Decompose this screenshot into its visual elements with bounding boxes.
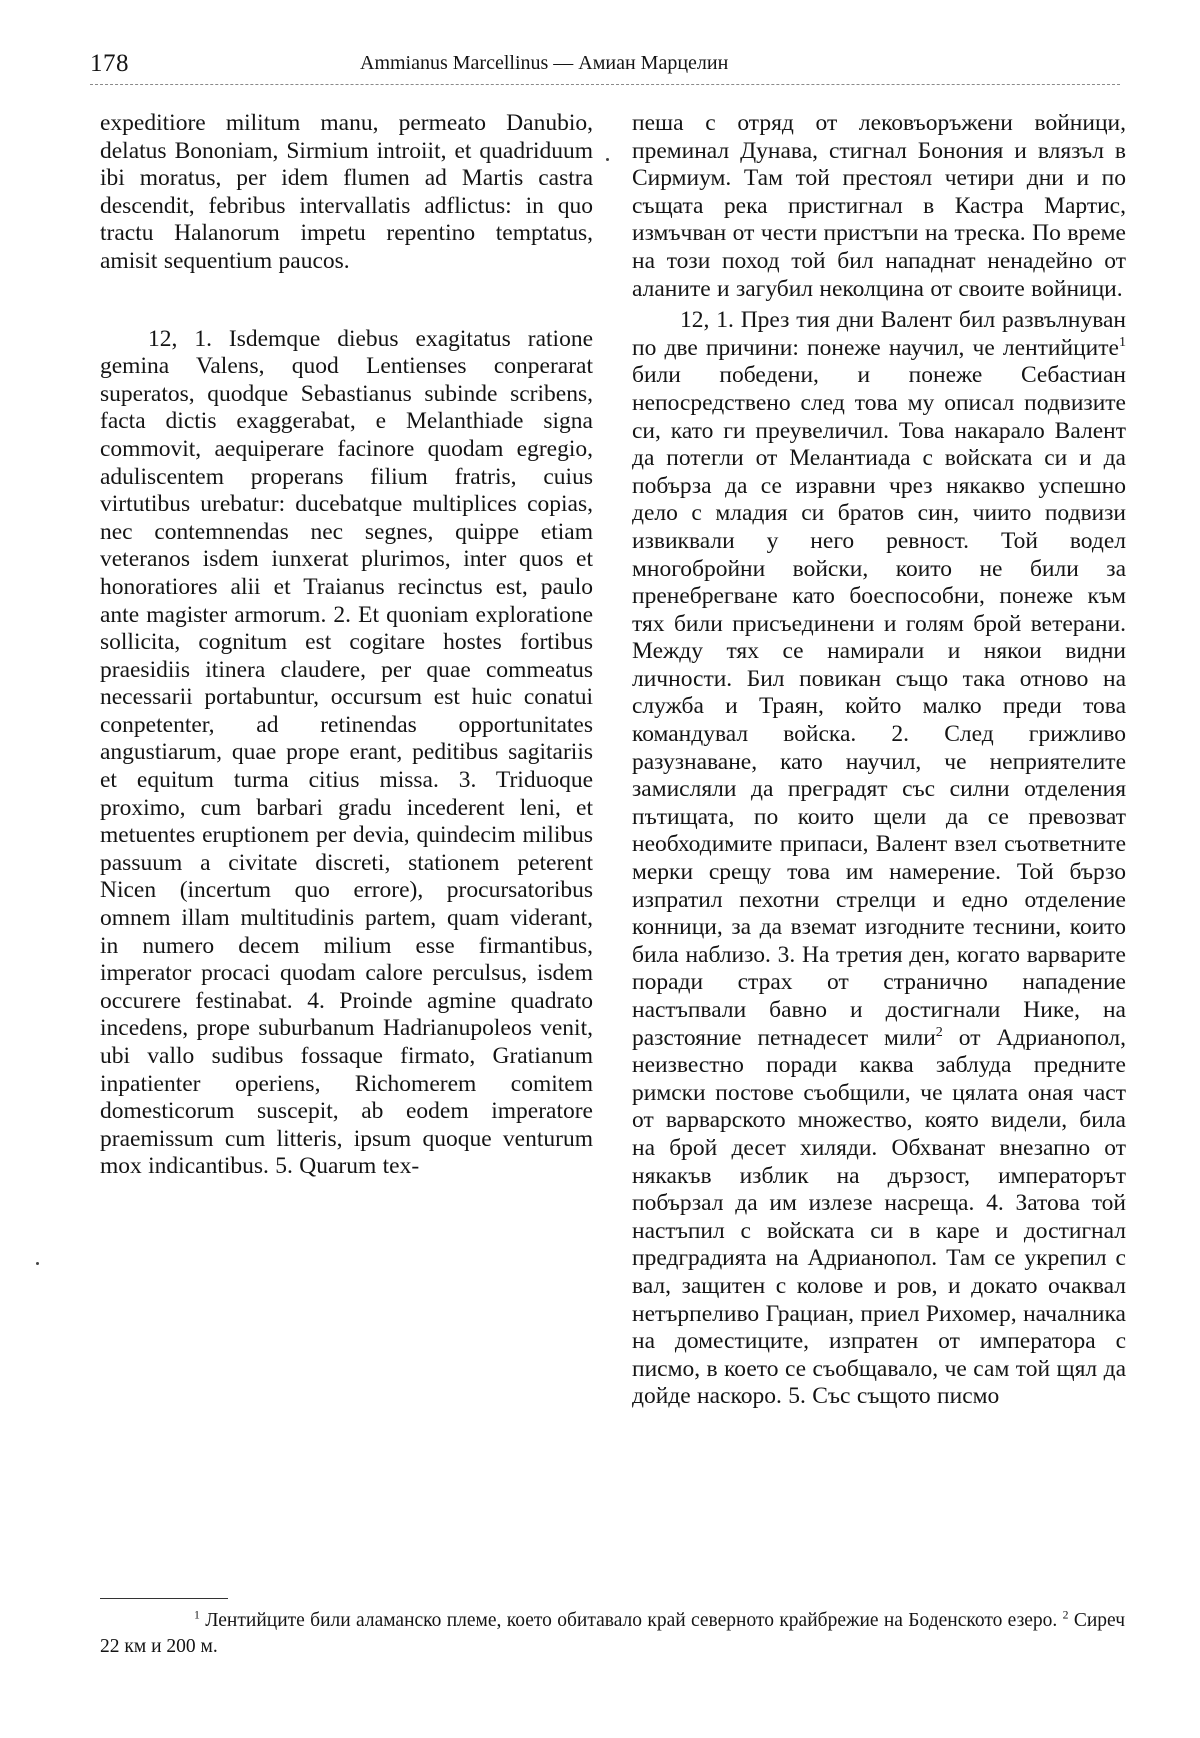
- bulgarian-column: [632, 110, 1126, 1411]
- page-number: 178: [90, 50, 129, 77]
- latin-intro-paragraph: expeditiore militum manu, permeato Danubio, delatus Bononiam, Sirmium introiit, et quadriduum ibi moratus, per idem flumen ad Martis castra descendit, febribus intervallatis adflictus: in quo tractu Halanorum impetu repentino temptatus, amisit sequentium paucos.: [100, 110, 593, 274]
- scan-speck: [606, 158, 609, 161]
- footnote-ref-1: 1: [1118, 333, 1126, 350]
- footnote-ref-2: 2: [935, 1023, 943, 1040]
- bulgarian-text-part-3: от Адрианопол, неизвестно поради каква заблуда предните римски постове съобщили, че цялата оная част от варварското множество, която видели, била на брой десет хиляди. Обхванат внезапно от някакъв изблик на дързост, императорът побързал да им излезе насреща. 4. Затова той настъпил с войската си в каре и достигнал предградията на Адрианопол. Там се укрепил с вал, защитен с колове и ров, и докато очаквал нетърпеливо Грациан, приел Рихомер, началника на доместиците, изпратен от императора с писмо, в което се съобщавало, че сам той щял да дойде наскоро. 5. Със същото писмо: [632, 1024, 1126, 1410]
- bulgarian-section-12-paragraph: [632, 307, 1126, 1411]
- latin-section-12-paragraph: 12, 1. Isdemque diebus exagitatus ratione gemina Valens, quod Lentienses conperarat superatos, quodque Sebastianus subinde scribens, facta dictis exaggerabat, e Melanthiade signa commovit, aequiperare facinore quodam egregio, aduliscentem properans filium fratris, cuius virtutibus urebatur: ducebatque multiplices copias, nec contemnendas nec segnes, quippe etiam veteranos isdem iunxerat plurimos, inter quos et honoratiores alii et Traianus recinctus est, paulo ante magister armorum. 2. Et quoniam exploratione sollicita, cognitum est cogitare hostes fortibus praesidiis itinera claudere, per quae commeatus necessarii portabuntur, occursum est huic conatui conpetenter, ad retinendas opportunitates angustiarum, quae prope erant, peditibus sagitariis et equitum turma citius missa. 3. Triduoque proximo, cum barbari gradu incederent leni, et metuentes eruptionem per devia, quindecim milibus passuum a civitate discreti, stationem peterent Nicen (incertum quo errore), procursatoribus omnem illam multitudinis partem, quam viderant, in numero decem milium esse firmantibus, imperator procaci quodam calore perculsus, isdem occurere festinabat. 4. Proinde agmine quadrato incedens, prope suburbanum Hadrianupoleos venit, ubi vallo sudibus fossaque firmato, Gratianum inpatienter operiens, Richomerem comitem domesticorum suscepit, ab eodem imperatore praemissum cum litteris, ipsum quoque venturum mox indicantibus. 5. Quarum tex-: [100, 325, 593, 1180]
- scan-speck: [36, 1262, 39, 1265]
- footnote-block: [100, 1608, 1125, 1660]
- bulgarian-text-part-1: 12, 1. През тия дни Валент бил развълнуван по две причини: понеже научил, че лентийците: [632, 307, 1126, 361]
- footnote-number-2: 2: [1062, 1608, 1069, 1622]
- footnote-text-1: Лентийците били аламанско племе, което обитавало край северното крайбрежие на Боденското езеро.: [205, 1610, 1058, 1631]
- footnote-number-1: 1: [194, 1608, 200, 1622]
- latin-column: [100, 110, 593, 1181]
- footnote-rule: [100, 1598, 228, 1599]
- footnotes: [100, 1608, 1125, 1660]
- running-title: Ammianus Marcellinus — Амиан Марцелин: [360, 52, 729, 74]
- header-rule: [90, 84, 1120, 85]
- footnote-text-2: Сиреч 22 км и 200 м.: [100, 1610, 1126, 1657]
- bulgarian-text-part-2: били победени, и понеже Себастиан непосредствено след това му описал подвизите си, като ги преувеличил. Това накарало Валент да потегли от Мелантиада с войската си и да побърза да се изравни чрез някакво успешно дело с младия си братов син, чиито подвизи извиквали у него ревност. Той водел многобройни войски, които не били за пренебрегване като боеспособни, понеже към тях били присъединени и голям брой ветерани. Между тях се намирали и някои видни личности. Бил повикан също така отново на служба и Траян, който малко преди това командувал войска. 2. След грижливо разузнаване, като научил, че неприятелите замисляли да преградят със силни отделения пътищата, по които щели да се превозват необходимите припаси, Валент взел съответните мерки срещу това им намерение. Той бързо изпратил пехотни стрелци и едно отделение конници, за да вземат изгодните теснини, които била наблизо. 3. На третия ден, когато варварите поради страх от странично нападение настъпвали бавно и достигнали Нике, на разстояние петнадесет мили: [632, 362, 1126, 1051]
- bulgarian-intro-paragraph: пеша с отряд от лековъоръжени войници, преминал Дунава, стигнал Бонония и влязъл в Сирмиум. Там той престоял четири дни и по същата река пристигнал в Кастра Мартис, измъчван от чести пристъпи на треска. По време на този поход той бил нападнат ненадейно от аланите и загубил неколцина от своите войници.: [632, 110, 1126, 302]
